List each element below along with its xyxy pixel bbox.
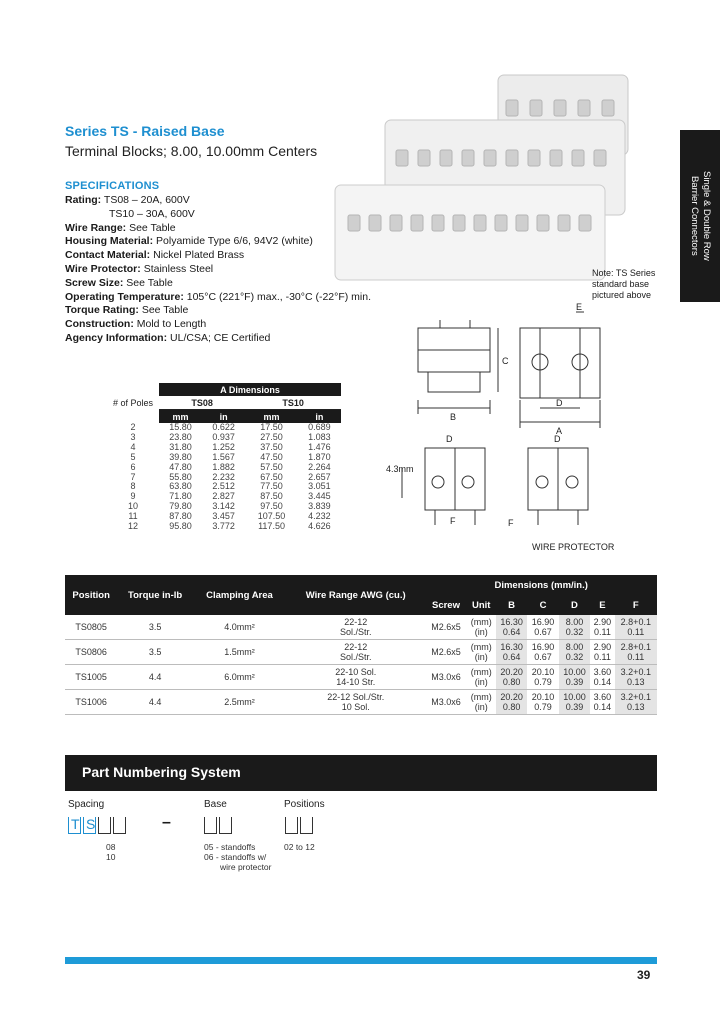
a-dim-cell: 23.80: [169, 431, 192, 442]
b-header: B: [496, 595, 527, 615]
part-letter-s: S: [86, 816, 96, 832]
spec-heading: SPECIFICATIONS: [65, 180, 160, 192]
cell-torque: 3.5: [117, 640, 193, 665]
label-f: F: [450, 516, 456, 526]
a-dim-cell: 79.80: [169, 501, 192, 512]
cell-f: 3.2+0.1 0.13: [615, 690, 657, 715]
spec-list: [65, 194, 371, 346]
a-dim-cell: 2: [130, 422, 136, 432]
cell-torque: 3.5: [117, 615, 193, 640]
base-label: Base: [204, 799, 227, 810]
screw-header: Screw: [425, 595, 466, 615]
label-d3: D: [554, 434, 561, 444]
screw-hole: [572, 150, 584, 166]
screw-hole: [506, 100, 518, 116]
screw-hole: [411, 215, 423, 231]
label-wire-protector: WIRE PROTECTOR: [532, 542, 615, 552]
a-dim-cell: 3.457: [212, 511, 235, 522]
photo-note: Note: TS Series standard base pictured above: [592, 268, 656, 300]
a-dim-cell: 1.083: [308, 431, 331, 442]
wire-range-header: Wire Range AWG (cu.): [286, 575, 425, 615]
cell-position: TS0805: [65, 615, 117, 640]
screw-hole: [506, 150, 518, 166]
a-dim-cell: 1.567: [212, 451, 235, 462]
spec-row: Operating Temperature: 105°C (221°F) max., -30°C (-22°F) min.: [65, 290, 372, 303]
a-dim-cell: 15.80: [169, 422, 192, 432]
side-tab-line2: Barrier Connectors: [689, 176, 700, 256]
a-dim-cell: 0.689: [308, 422, 331, 432]
a-dim-cell: 12: [127, 521, 138, 532]
part-box-pos-1: [285, 817, 298, 834]
cell-clamp: 2.5mm²: [193, 690, 286, 715]
unit-header: Unit: [467, 595, 496, 615]
dimensions-table: [65, 575, 657, 715]
a-dim-cell: 3.142: [212, 501, 235, 512]
a-dim-cell: 3.772: [212, 521, 235, 532]
screw-hole: [390, 215, 402, 231]
a-dim-cell: 97.50: [260, 501, 283, 512]
spacing-options: 08 10: [106, 842, 116, 862]
part-box-spacing-2: [113, 817, 126, 834]
cell-screw: M2.6x5: [425, 615, 466, 640]
cell-e: 3.60 0.14: [590, 690, 614, 715]
a-dim-cell: 9: [130, 491, 136, 502]
screw-hole: [495, 215, 507, 231]
dimensions-header: Dimensions (mm/in.): [425, 575, 657, 595]
part-numbering-title: Part Numbering System: [82, 764, 241, 780]
cell-position: TS1006: [65, 690, 117, 715]
side-tab: [680, 130, 720, 302]
a-dim-row: [107, 522, 341, 532]
terminal-block-near: [335, 185, 605, 280]
cell-f: 2.8+0.1 0.11: [615, 615, 657, 640]
cell-unit: (mm) (in): [467, 690, 496, 715]
a-dim-cell: 8: [130, 481, 136, 492]
cell-b: 16.30 0.64: [496, 640, 527, 665]
label-c: C: [502, 356, 509, 366]
screw-hole: [550, 150, 562, 166]
a-dim-cell: 4.232: [308, 511, 331, 522]
cell-e: 3.60 0.14: [590, 665, 614, 690]
label-f2: F: [508, 518, 514, 528]
a-dim-cell: 31.80: [169, 441, 192, 452]
a-dim-cell: 107.50: [257, 511, 286, 522]
cell-wire-range: 22-12 Sol./Str.: [286, 640, 425, 665]
technical-drawings: [380, 300, 640, 560]
cell-wire-range: 22-10 Sol. 14-10 Str.: [286, 665, 425, 690]
a-dim-cell: 3.051: [308, 481, 331, 492]
table-row: [65, 690, 657, 715]
a-dim-cell: 3.839: [308, 501, 331, 512]
cell-position: TS1005: [65, 665, 117, 690]
c-header: C: [527, 595, 558, 615]
a-dim-cell: 5: [130, 451, 136, 462]
screw-hole: [579, 215, 591, 231]
cell-wire-range: 22-12 Sol./Str. 10 Sol.: [286, 690, 425, 715]
cell-b: 20.20 0.80: [496, 665, 527, 690]
spec-row: Housing Material: Polyamide Type 6/6, 94V2 (white): [65, 235, 313, 248]
d-header: D: [559, 595, 590, 615]
cell-f: 3.2+0.1 0.13: [615, 665, 657, 690]
a-dim-cell: 4: [130, 441, 136, 452]
table-row: [65, 640, 657, 665]
a-dim-cell: 7: [130, 471, 136, 482]
a-dim-cell: 77.50: [260, 481, 283, 492]
label-b: B: [450, 412, 457, 422]
a-dim-title: A Dimensions: [159, 383, 341, 396]
spec-row: Construction: Mold to Length: [65, 318, 207, 331]
a-dim-cell: 39.80: [169, 451, 192, 462]
part-box-pos-2: [300, 817, 313, 834]
in-header: in: [298, 410, 341, 424]
a-dim-cell: 0.622: [212, 422, 235, 432]
a-dim-cell: 63.80: [169, 481, 192, 492]
screw-hole: [432, 215, 444, 231]
a-dim-cell: 0.937: [212, 431, 235, 442]
label-height: 4.3mm: [386, 464, 414, 474]
cell-c: 16.90 0.67: [527, 615, 558, 640]
spacing-label: Spacing: [68, 799, 105, 810]
positions-options: 02 to 12: [284, 842, 315, 852]
base-options: 05 - standoffs 06 - standoffs w/ wire protector: [204, 842, 272, 872]
cell-screw: M2.6x5: [425, 640, 466, 665]
cell-torque: 4.4: [117, 690, 193, 715]
a-dim-cell: 2.512: [212, 481, 235, 492]
dimensions-body: [65, 615, 657, 715]
screw-hole: [554, 100, 566, 116]
in-header: in: [202, 410, 245, 424]
ts08-header: TS08: [159, 396, 245, 410]
cell-e: 2.90 0.11: [590, 615, 614, 640]
screw-hole: [453, 215, 465, 231]
label-d2: D: [446, 434, 453, 444]
a-dim-cell: 1.476: [308, 441, 331, 452]
footer-bar: [65, 957, 657, 964]
a-dim-cell: 87.80: [169, 511, 192, 522]
part-box-spacing-1: [98, 817, 111, 834]
a-dimensions-table: [107, 383, 341, 532]
cell-c: 20.10 0.79: [527, 690, 558, 715]
screw-hole: [484, 150, 496, 166]
screw-hole: [348, 215, 360, 231]
a-dim-cell: 6: [130, 461, 136, 472]
screw-hole: [558, 215, 570, 231]
a-dim-cell: 4.626: [308, 521, 331, 532]
a-dim-cell: 47.50: [260, 451, 283, 462]
series-subtitle: Terminal Blocks; 8.00, 10.00mm Centers: [65, 143, 318, 159]
a-dim-cell: 11: [128, 511, 138, 522]
screw-hole: [369, 215, 381, 231]
cell-position: TS0806: [65, 640, 117, 665]
label-d: D: [556, 398, 563, 408]
cell-unit: (mm) (in): [467, 640, 496, 665]
part-box-base-1: [204, 817, 217, 834]
a-dim-cell: 71.80: [169, 491, 192, 502]
mm-header: mm: [159, 410, 202, 424]
screw-hole: [578, 100, 590, 116]
a-dim-cell: 1.252: [212, 441, 235, 452]
positions-label: Positions: [284, 799, 325, 810]
cell-unit: (mm) (in): [467, 665, 496, 690]
page-number: 39: [637, 968, 651, 982]
a-dim-cell: 3.445: [308, 491, 331, 502]
a-dim-cell: 95.80: [169, 521, 192, 532]
screw-hole: [530, 100, 542, 116]
screw-hole: [602, 100, 614, 116]
side-tab-line1: Single & Double Row: [701, 171, 712, 261]
cell-c: 16.90 0.67: [527, 640, 558, 665]
screw-hole: [440, 150, 452, 166]
table-row: [65, 615, 657, 640]
screw-hole: [462, 150, 474, 166]
a-dim-cell: 55.80: [169, 471, 192, 482]
a-dim-cell: 17.50: [260, 422, 283, 432]
a-dim-cell: 47.80: [169, 461, 192, 472]
a-dim-cell: 2.264: [308, 461, 331, 472]
side-view-body: [428, 372, 480, 392]
cell-screw: M3.0x6: [425, 690, 466, 715]
part-dash: –: [162, 814, 171, 831]
cell-torque: 4.4: [117, 665, 193, 690]
screw-hole: [537, 215, 549, 231]
screw-hole: [396, 150, 408, 166]
cell-d: 8.00 0.32: [559, 615, 590, 640]
a-dim-cell: 57.50: [260, 461, 283, 472]
spec-row: TS10 – 30A, 600V: [109, 207, 195, 220]
a-dim-cell: 2.657: [308, 471, 331, 482]
a-dim-cell: 10: [127, 501, 138, 512]
cell-d: 8.00 0.32: [559, 640, 590, 665]
part-box-base-2: [219, 817, 232, 834]
cell-clamp: 4.0mm²: [193, 615, 286, 640]
mm-header: mm: [245, 410, 298, 424]
a-dim-body: [107, 423, 341, 532]
spec-row: Wire Protector: Stainless Steel: [65, 262, 214, 275]
screw-hole: [418, 150, 430, 166]
a-dim-cell: 1.870: [308, 451, 331, 462]
label-e: E: [576, 302, 583, 312]
screw-hole: [474, 215, 486, 231]
clamping-header: Clamping Area: [193, 575, 286, 615]
spec-row: Torque Rating: See Table: [65, 304, 189, 317]
torque-header: Torque in-lb: [117, 575, 193, 615]
cell-d: 10.00 0.39: [559, 690, 590, 715]
a-dim-cell: 67.50: [260, 471, 283, 482]
cell-screw: M3.0x6: [425, 665, 466, 690]
cell-e: 2.90 0.11: [590, 640, 614, 665]
cell-clamp: 6.0mm²: [193, 665, 286, 690]
spec-row: Screw Size: See Table: [65, 276, 173, 289]
cell-b: 20.20 0.80: [496, 690, 527, 715]
position-header: Position: [65, 575, 117, 615]
spec-row: Rating: TS08 – 20A, 600V: [65, 194, 190, 206]
f-header: F: [615, 595, 657, 615]
cell-b: 16.30 0.64: [496, 615, 527, 640]
a-dim-cell: 27.50: [260, 431, 283, 442]
poles-header: # of Poles: [107, 383, 159, 423]
ts10-header: TS10: [245, 396, 341, 410]
table-row: [65, 665, 657, 690]
screw-hole: [528, 150, 540, 166]
screw-hole: [594, 150, 606, 166]
a-dim-cell: 2.827: [212, 491, 235, 502]
a-dim-cell: 37.50: [260, 441, 283, 452]
screw-hole: [516, 215, 528, 231]
spec-row: Contact Material: Nickel Plated Brass: [65, 249, 245, 262]
series-title: Series TS - Raised Base: [65, 123, 225, 139]
a-dim-cell: 3: [130, 431, 136, 442]
a-dim-cell: 1.882: [212, 461, 235, 472]
label-a: A: [556, 426, 563, 436]
cell-d: 10.00 0.39: [559, 665, 590, 690]
cell-c: 20.10 0.79: [527, 665, 558, 690]
a-dim-cell: 2.232: [212, 471, 235, 482]
a-dim-cell: 117.50: [258, 521, 285, 532]
product-photo: [330, 45, 630, 310]
cell-unit: (mm) (in): [467, 615, 496, 640]
spec-row: Wire Range: See Table: [65, 221, 176, 234]
cell-f: 2.8+0.1 0.11: [615, 640, 657, 665]
a-dim-cell: 87.50: [260, 491, 283, 502]
cell-clamp: 1.5mm²: [193, 640, 286, 665]
side-tab-text: [688, 171, 712, 261]
e-header: E: [590, 595, 614, 615]
cell-wire-range: 22-12 Sol./Str.: [286, 615, 425, 640]
spec-row: Agency Information: UL/CSA; CE Certified: [65, 331, 271, 344]
part-letter-t: T: [71, 816, 80, 832]
